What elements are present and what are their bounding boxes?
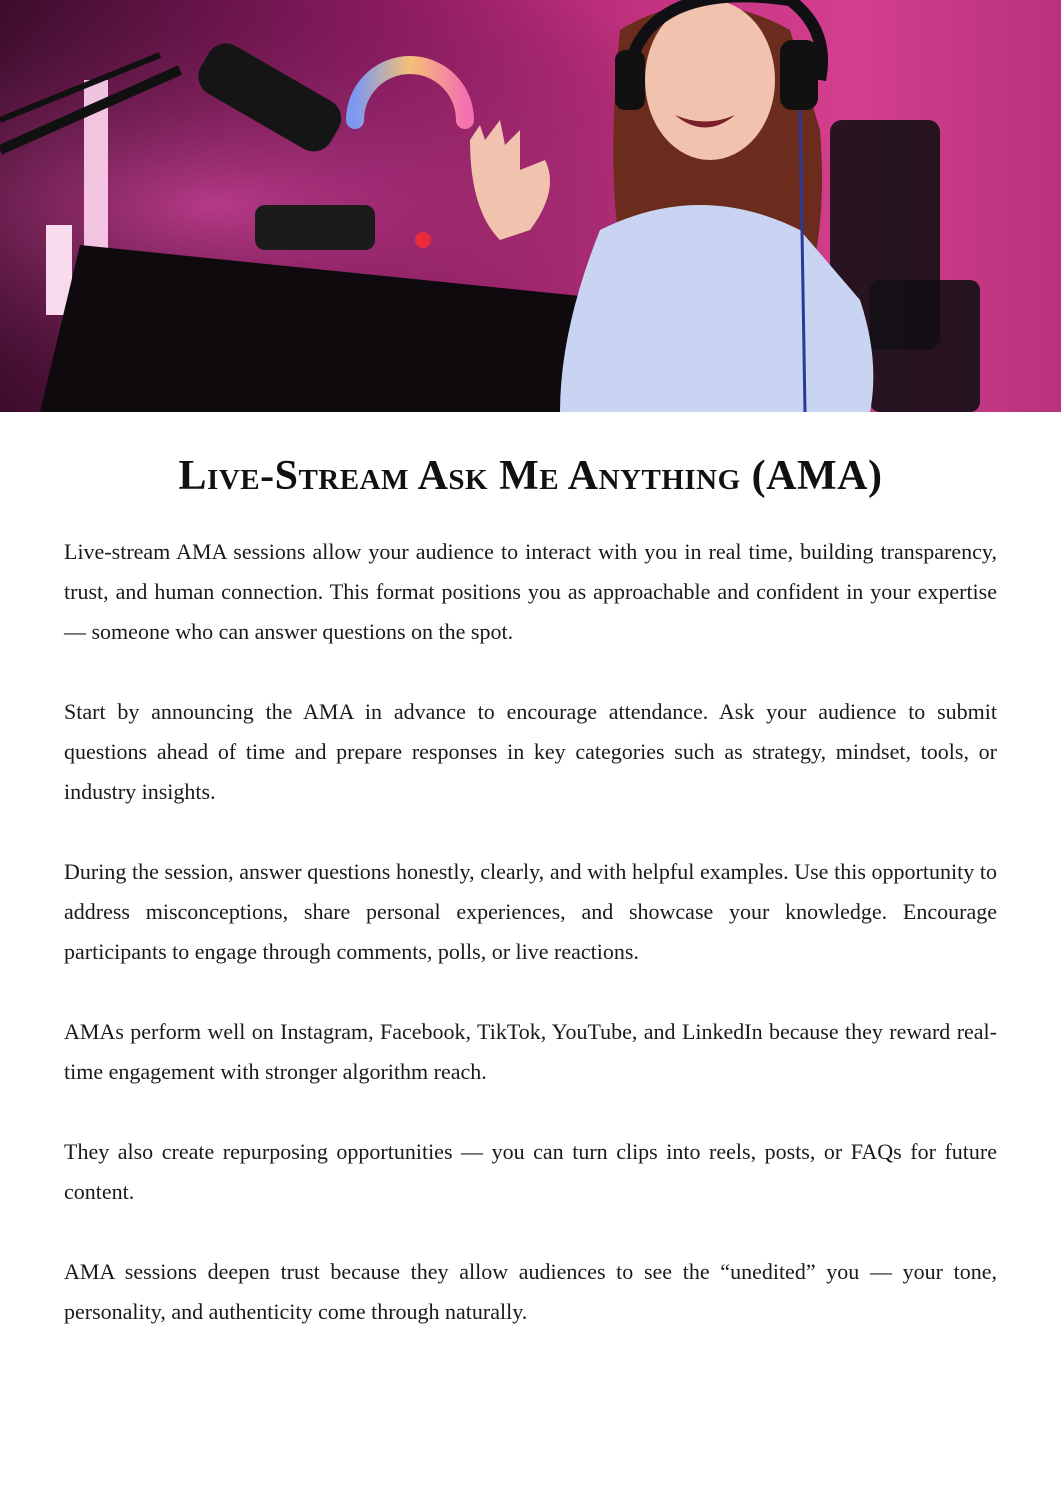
page-title: Live-Stream Ask Me Anything (AMA) <box>178 453 883 499</box>
paragraph-announce: Start by announcing the AMA in advance to encourage attendance. Ask your audience to submit questions ahead of time and prepare responses in key categories such as strategy, mindset, tools, or industry insights. <box>64 699 997 804</box>
headphones-icon <box>615 50 645 110</box>
paragraph-session: During the session, answer questions honestly, clearly, and with helpful examples. Use this opportunity to address misconceptions, share personal experiences, and showcase your knowledge. Encourage participants to engage through comments, polls, or live reactions. <box>64 859 997 964</box>
webcam-icon <box>255 205 375 250</box>
paragraph-trust: AMA sessions deepen trust because they allow audiences to see the “unedited” you — your tone, personality, and authenticity come through naturally. <box>64 1259 997 1324</box>
streamer-illustration <box>0 0 1061 412</box>
article-body <box>64 532 997 1372</box>
paragraph-repurposing: They also create repurposing opportunities — you can turn clips into reels, posts, or FAQs for future content. <box>64 1139 997 1204</box>
hero-photo <box>0 0 1061 412</box>
paragraph-intro: Live-stream AMA sessions allow your audience to interact with you in real time, building transparency, trust, and human connection. This format positions you as approachable and confident in your expertise — someone who can answer questions on the spot. <box>64 539 997 644</box>
paragraph-platforms: AMAs perform well on Instagram, Facebook, TikTok, YouTube, and LinkedIn because they reward real-time engagement with stronger algorithm reach. <box>64 1019 997 1084</box>
